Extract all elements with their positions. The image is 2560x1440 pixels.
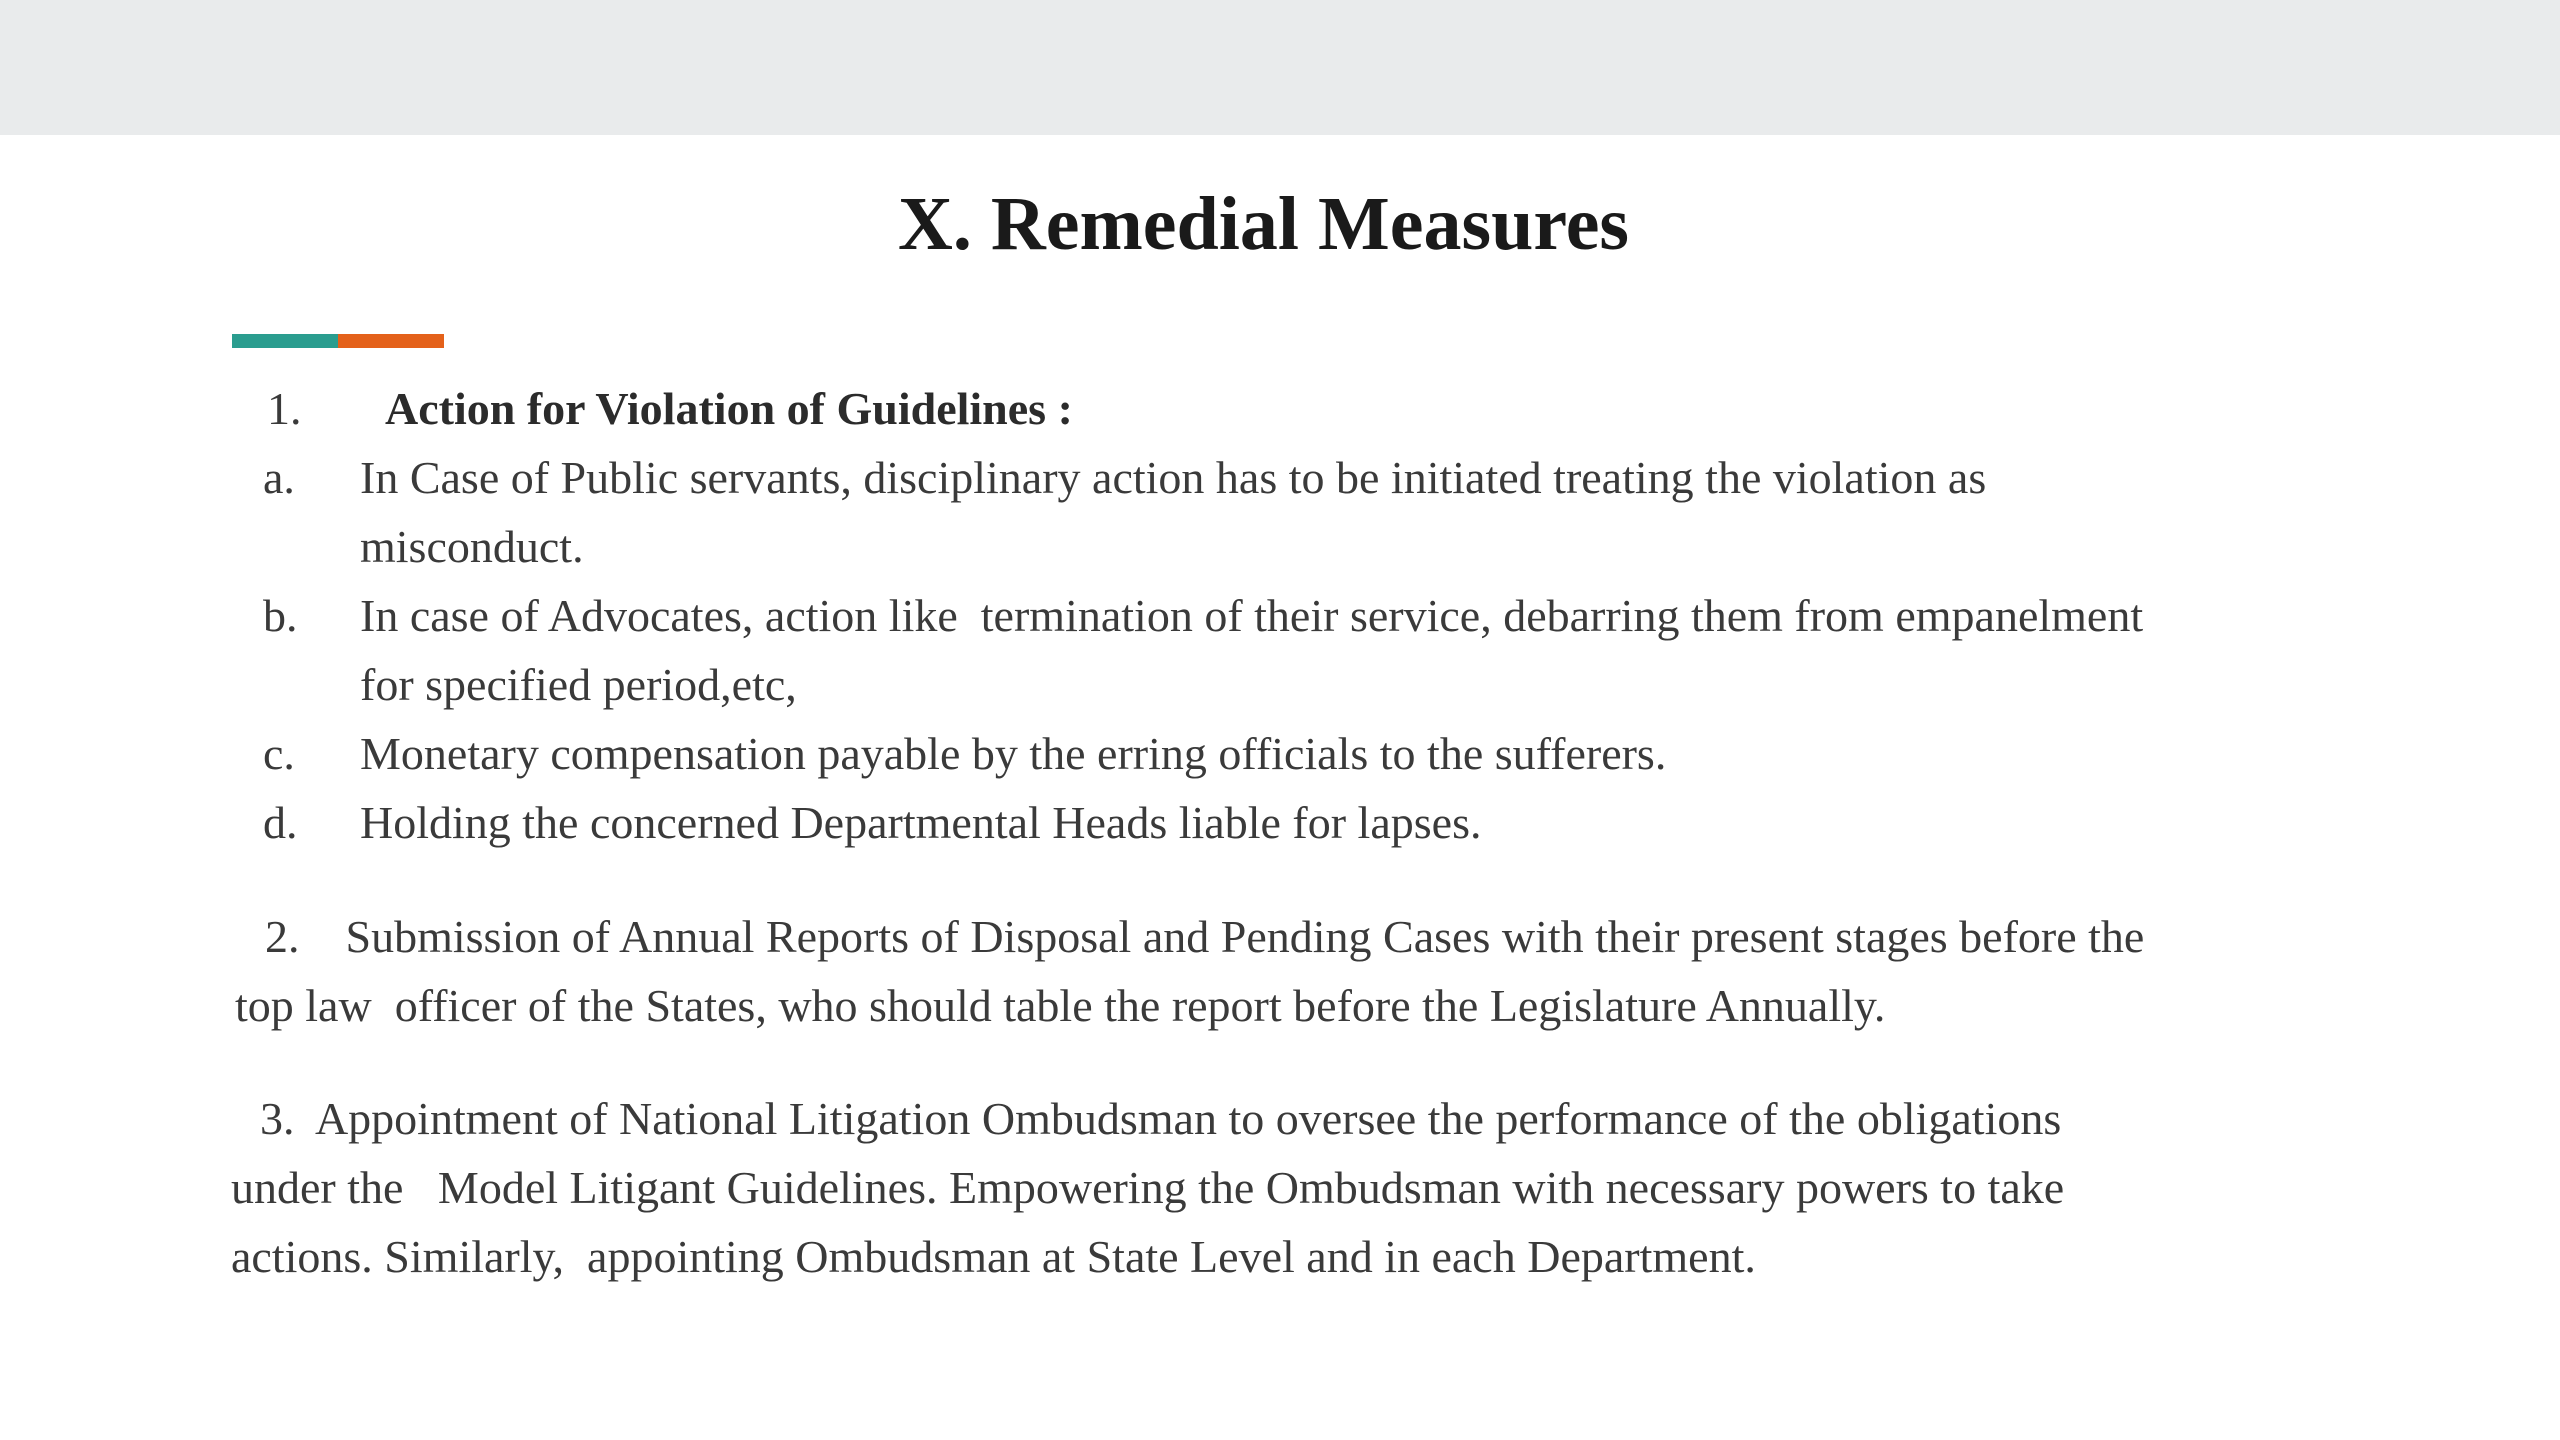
list-item-d xyxy=(0,788,2560,857)
accent-bar-teal-segment xyxy=(232,334,338,348)
accent-bar-orange-segment xyxy=(338,334,444,348)
list-item-c-text xyxy=(360,719,1666,788)
list-heading-row xyxy=(0,374,2560,443)
paragraph-2-line-1: 2. Submission of Annual Reports of Disposal and Pending Cases with their present stages before the xyxy=(265,911,2145,962)
list-item-b-marker: b. xyxy=(263,590,298,641)
list-heading-number: 1. xyxy=(267,383,302,434)
list-item-d-text xyxy=(360,788,1481,857)
list-item-a xyxy=(0,443,2560,581)
list-heading-text: Action for Violation of Guidelines : xyxy=(385,383,1073,434)
list-item-c-line-1: Monetary compensation payable by the erring officials to the sufferers. xyxy=(360,728,1667,779)
list-item-b-line-1: In case of Advocates, action like termination of their service, debarring them from empanelment xyxy=(360,590,2144,641)
paragraph-2 xyxy=(235,902,2535,1040)
top-band xyxy=(0,0,2560,135)
paragraph-3 xyxy=(231,1084,2531,1291)
list-item-b-text xyxy=(360,581,2143,719)
paragraph-3-line-2: under the Model Litigant Guidelines. Empowering the Ombudsman with necessary powers to take xyxy=(231,1162,2065,1213)
paragraph-3-line-1: 3. Appointment of National Litigation Ombudsman to oversee the performance of the obligations xyxy=(260,1093,2062,1144)
slide-title: X. Remedial Measures xyxy=(897,182,1630,266)
list-item-c-marker: c. xyxy=(263,728,295,779)
paragraph-2-line-2: top law officer of the States, who should table the report before the Legislature Annually. xyxy=(235,980,1886,1031)
list-item-d-marker: d. xyxy=(263,797,298,848)
list-item-a-text xyxy=(360,443,1986,581)
list-item-a-line-1: In Case of Public servants, disciplinary action has to be initiated treating the violation as xyxy=(360,452,1987,503)
list-item-b-line-2: for specified period,etc, xyxy=(360,659,797,710)
list-item-d-line-1: Holding the concerned Departmental Heads liable for lapses. xyxy=(360,797,1482,848)
list-item-a-line-2: misconduct. xyxy=(360,521,584,572)
list-item-a-marker: a. xyxy=(263,452,295,503)
list-item-c xyxy=(0,719,2560,788)
paragraph-3-line-3: actions. Similarly, appointing Ombudsman at State Level and in each Department. xyxy=(231,1231,1756,1282)
guidelines-section xyxy=(0,374,2560,857)
list-item-b xyxy=(0,581,2560,719)
accent-bar xyxy=(232,334,444,348)
